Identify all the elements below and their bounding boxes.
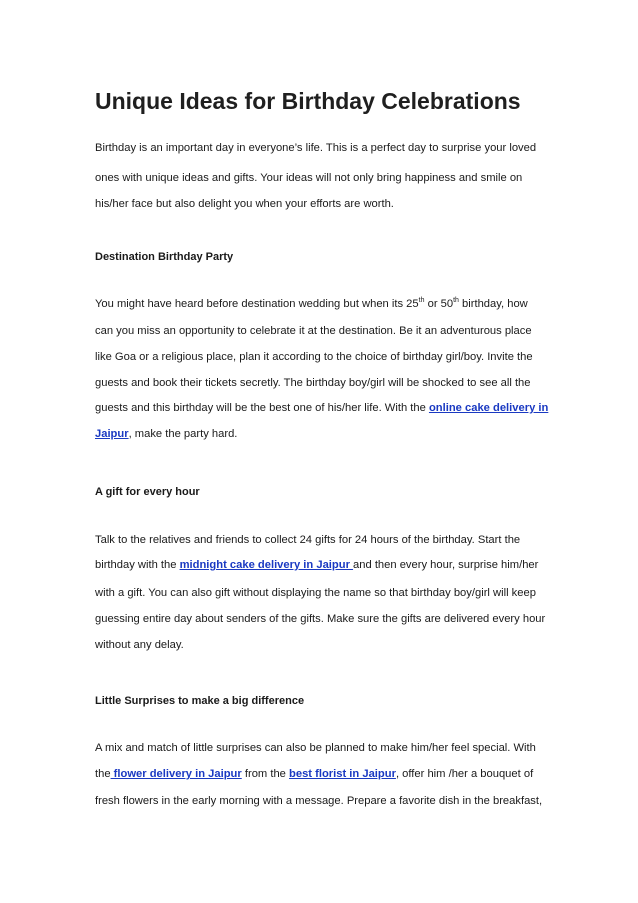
section3-line-2-text-a: the [95,768,111,780]
flower-delivery-link[interactable]: flower delivery in Jaipur [110,768,242,780]
section2-line-2-text-b: and then every hour, surprise him/her [353,559,539,571]
section-heading-destination: Destination Birthday Party [95,251,234,263]
section1-line-5 [95,401,548,415]
superscript-th-2: th [453,297,459,304]
section1-line-2: can you miss an opportunity to celebrate it at the destination. Be it an adventurous place [95,325,532,337]
section-heading-little-surprises: Little Surprises to make a big difference [95,695,305,707]
section3-line-2 [95,767,533,781]
section2-line-2-text-a: birthday with the [95,559,180,571]
online-cake-delivery-link[interactable]: online cake delivery in [428,402,549,414]
section3-line-2-text-b: from the [241,768,290,780]
section1-line-1-text-a: You might have heard before destination wedding but when its 25 [95,298,419,310]
section2-line-5: without any delay. [95,639,184,651]
midnight-cake-delivery-link[interactable]: midnight cake delivery in Jaipur [179,559,354,571]
section3-line-1: A mix and match of little surprises can also be planned to make him/her feel special. With [95,742,536,754]
section2-line-3: with a gift. You can also gift without displaying the name so that birthday boy/girl will keep [95,587,536,599]
section2-line-4: guessing entire day about senders of the gifts. Make sure the gifts are delivered every hour [95,613,546,625]
section3-line-2-text-c: , offer him /her a bouquet of [395,768,534,780]
section2-line-2 [95,558,538,572]
section3-line-3: fresh flowers in the early morning with a message. Prepare a favorite dish in the breakfast, [95,795,543,807]
online-cake-delivery-link-continued[interactable]: Jaipur [95,428,129,440]
section1-line-1-text-c: birthday, how [458,298,528,310]
section1-line-1 [95,297,528,311]
section1-line-5-text: guests and this birthday will be the best one of his/her life. With the [95,402,429,414]
section1-line-3: like Goa or a religious place, plan it according to the choice of birthday girl/boy. Invite the [95,351,533,363]
superscript-th-1: th [418,297,425,304]
section1-line-4: guests and book their tickets secretly. The birthday boy/girl will be shocked to see all the [95,377,531,389]
section1-line-6-text: , make the party hard. [128,428,238,440]
section1-line-1-text-b: or 50 [424,298,454,310]
section1-line-6 [95,427,237,441]
section2-line-1: Talk to the relatives and friends to collect 24 gifts for 24 hours of the birthday. Start the [95,534,521,546]
page-title: Unique Ideas for Birthday Celebrations [95,88,521,114]
best-florist-link[interactable]: best florist in Jaipur [289,768,396,780]
intro-line-3: his/her face but also delight you when your efforts are worth. [95,198,394,210]
intro-line-1: Birthday is an important day in everyone’s life. This is a perfect day to surprise your loved [95,142,537,154]
intro-line-2: ones with unique ideas and gifts. Your ideas will not only bring happiness and smile on [95,172,523,184]
section-heading-gift-every-hour: A gift for every hour [95,486,200,498]
